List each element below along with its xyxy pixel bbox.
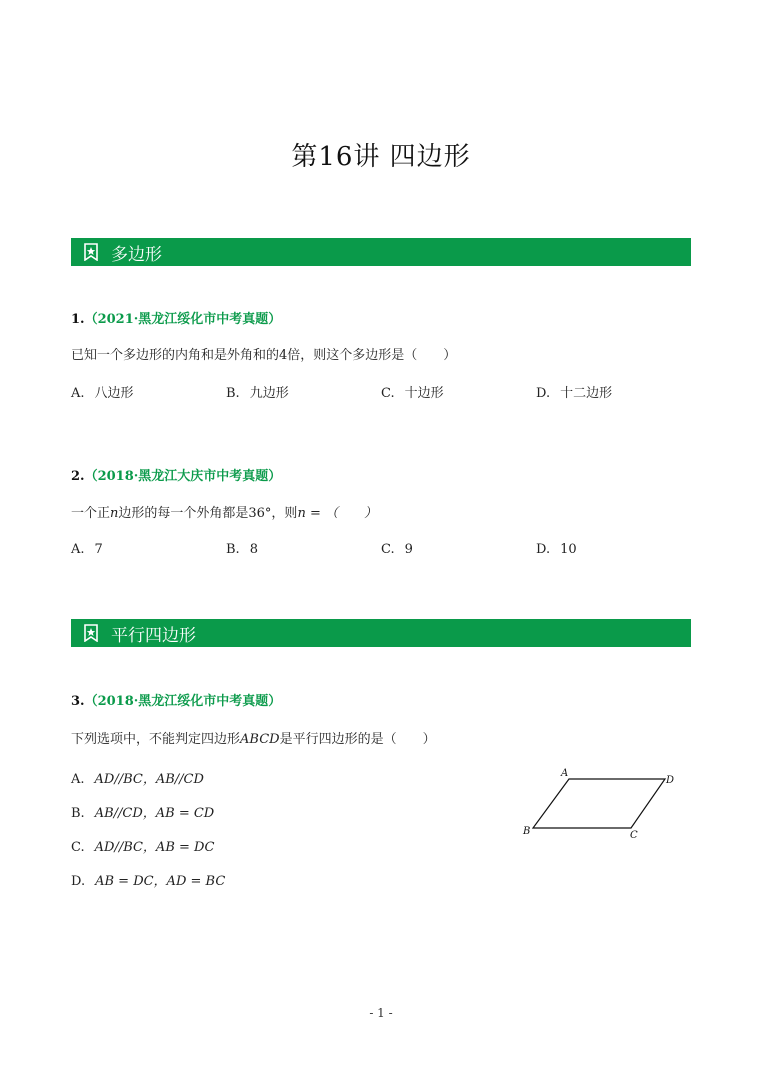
question-source: （2018·黑龙江大庆市中考真题） [84,469,282,484]
option-b: B. 九边形 [226,386,289,401]
option-d: D. AB = DC，AD = BC [71,874,226,889]
question-number: 3. [71,694,85,709]
bookmark-star-icon [83,624,99,642]
question-source: （2018·黑龙江绥化市中考真题） [84,694,282,709]
option-a: A. 八边形 [71,386,134,401]
option-a: A. AD//BC，AB//CD [71,772,204,787]
option-d: D. 10 [536,542,577,557]
section-header-polygon [71,238,691,266]
option-d: D. 十二边形 [536,386,613,401]
vertex-label-c: C [630,830,638,841]
section-label: 多边形 [111,244,162,265]
page-number: - 1 - [369,1006,393,1020]
option-c: C. 9 [381,542,413,557]
question-header [71,465,281,484]
question-source: （2021·黑龙江绥化市中考真题） [84,312,282,327]
question-number: 1. [71,312,85,327]
question-text: 已知一个多边形的内角和是外角和的4倍，则这个多边形是（ ） [71,348,457,363]
question-text: 下列选项中，不能判定四边形ABCD是平行四边形的是（ ） [71,732,436,747]
question-header [71,308,281,327]
question-number: 2. [71,469,85,484]
bookmark-star-icon [83,243,99,261]
vertex-label-a: A [561,768,569,779]
option-c: C. 十边形 [381,386,444,401]
vertex-label-d: D [666,775,675,786]
question-header [71,690,281,709]
option-c: C. AD//BC，AB = DC [71,840,215,855]
option-b: B. AB//CD，AB = CD [71,806,215,821]
section-label: 平行四边形 [111,625,196,646]
option-a: A. 7 [71,542,103,557]
parallelogram-shape [533,779,665,828]
section-header-parallelogram [71,619,691,647]
page-title: 第16讲 四边形 [291,142,471,172]
option-b: B. 8 [226,542,258,557]
parallelogram-figure [515,764,685,844]
question-text: 一个正n边形的每一个外角都是36°，则n = （ ） [71,506,377,521]
vertex-label-b: B [523,826,531,837]
